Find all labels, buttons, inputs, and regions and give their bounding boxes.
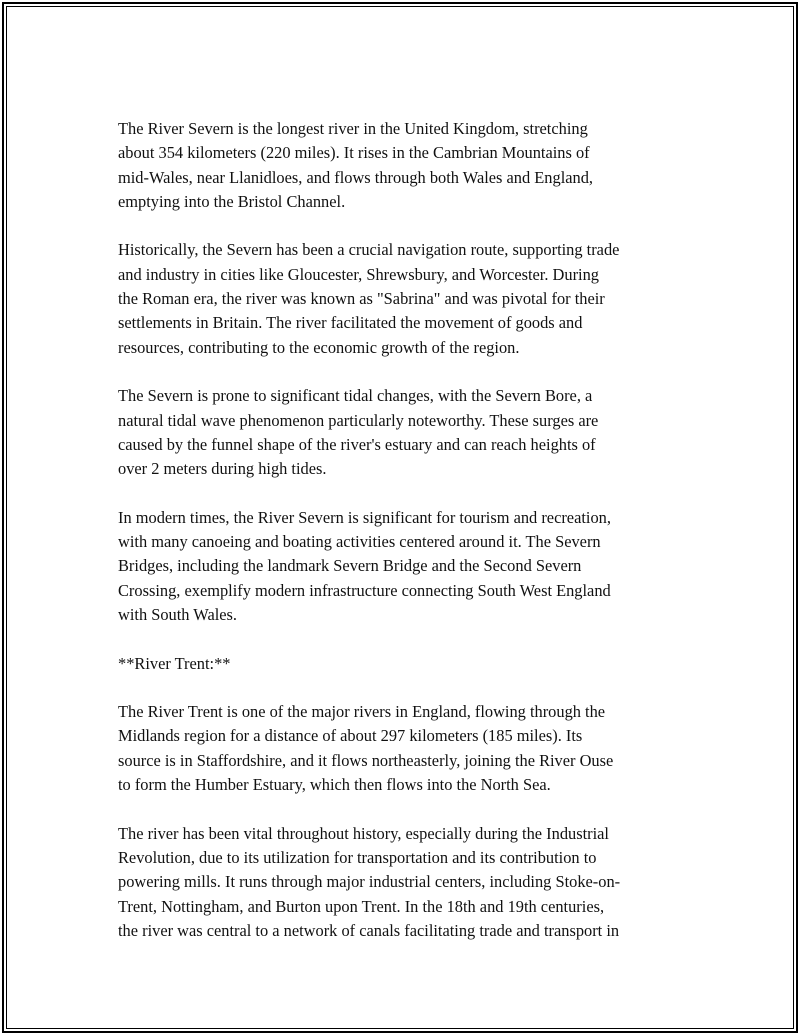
text-line: The River Severn is the longest river in the United Kingdom, stretching	[118, 119, 588, 138]
paragraph-trent-history	[118, 822, 698, 943]
text-line: over 2 meters during high tides.	[118, 459, 327, 479]
text-line: the river was central to a network of canals facilitating trade and transport in	[118, 920, 620, 940]
text-line: with many canoeing and boating activities centered around it. The Severn	[118, 532, 601, 552]
text-line: Midlands region for a distance of about 297 kilometers (185 miles). Its	[118, 726, 583, 746]
paragraph-severn-intro	[118, 117, 698, 214]
section-heading-river-trent	[118, 652, 698, 676]
text-line: and industry in cities like Gloucester, Shrewsbury, and Worcester. During	[118, 264, 599, 284]
text-line: mid-Wales, near Llanidloes, and flows through both Wales and England,	[118, 167, 594, 187]
text-line: The River Trent is one of the major rivers in England, flowing through the	[118, 702, 606, 722]
text-line: The Severn is prone to significant tidal changes, with the Severn Bore, a	[118, 386, 593, 406]
text-line: natural tidal wave phenomenon particularly noteworthy. These surges are	[118, 410, 599, 430]
text-line: powering mills. It runs through major industrial centers, including Stoke-on-	[118, 872, 621, 892]
text-line: resources, contributing to the economic growth of the region.	[118, 337, 520, 357]
text-line: source is in Staffordshire, and it flows northeasterly, joining the River Ouse	[118, 750, 614, 770]
text-line: about 354 kilometers (220 miles). It rises in the Cambrian Mountains of	[118, 143, 590, 163]
text-line: Revolution, due to its utilization for transportation and its contribution to	[118, 847, 597, 867]
text-line: Crossing, exemplify modern infrastructure connecting South West England	[118, 580, 611, 600]
paragraph-severn-tides	[118, 384, 698, 481]
text-line: In modern times, the River Severn is significant for tourism and recreation,	[118, 507, 611, 527]
text-line: caused by the funnel shape of the river's estuary and can reach heights of	[118, 434, 596, 454]
paragraph-severn-history	[118, 238, 698, 359]
text-line: settlements in Britain. The river facilitated the movement of goods and	[118, 313, 583, 333]
document-body	[118, 117, 698, 967]
paragraph-severn-modern	[118, 506, 698, 627]
text-line: Trent, Nottingham, and Burton upon Trent. In the 18th and 19th centuries,	[118, 896, 605, 916]
text-line: the Roman era, the river was known as "Sabrina" and was pivotal for their	[118, 289, 605, 309]
text-line: Bridges, including the landmark Severn Bridge and the Second Severn	[118, 556, 582, 576]
text-line: The river has been vital throughout history, especially during the Industrial	[118, 823, 609, 843]
text-line: to form the Humber Estuary, which then flows into the North Sea.	[118, 775, 551, 795]
paragraph-trent-intro	[118, 700, 698, 797]
text-line: with South Wales.	[118, 604, 238, 624]
text-line: emptying into the Bristol Channel.	[118, 191, 346, 211]
text-line: **River Trent:**	[118, 653, 231, 673]
text-line: Historically, the Severn has been a crucial navigation route, supporting trade	[118, 240, 620, 260]
